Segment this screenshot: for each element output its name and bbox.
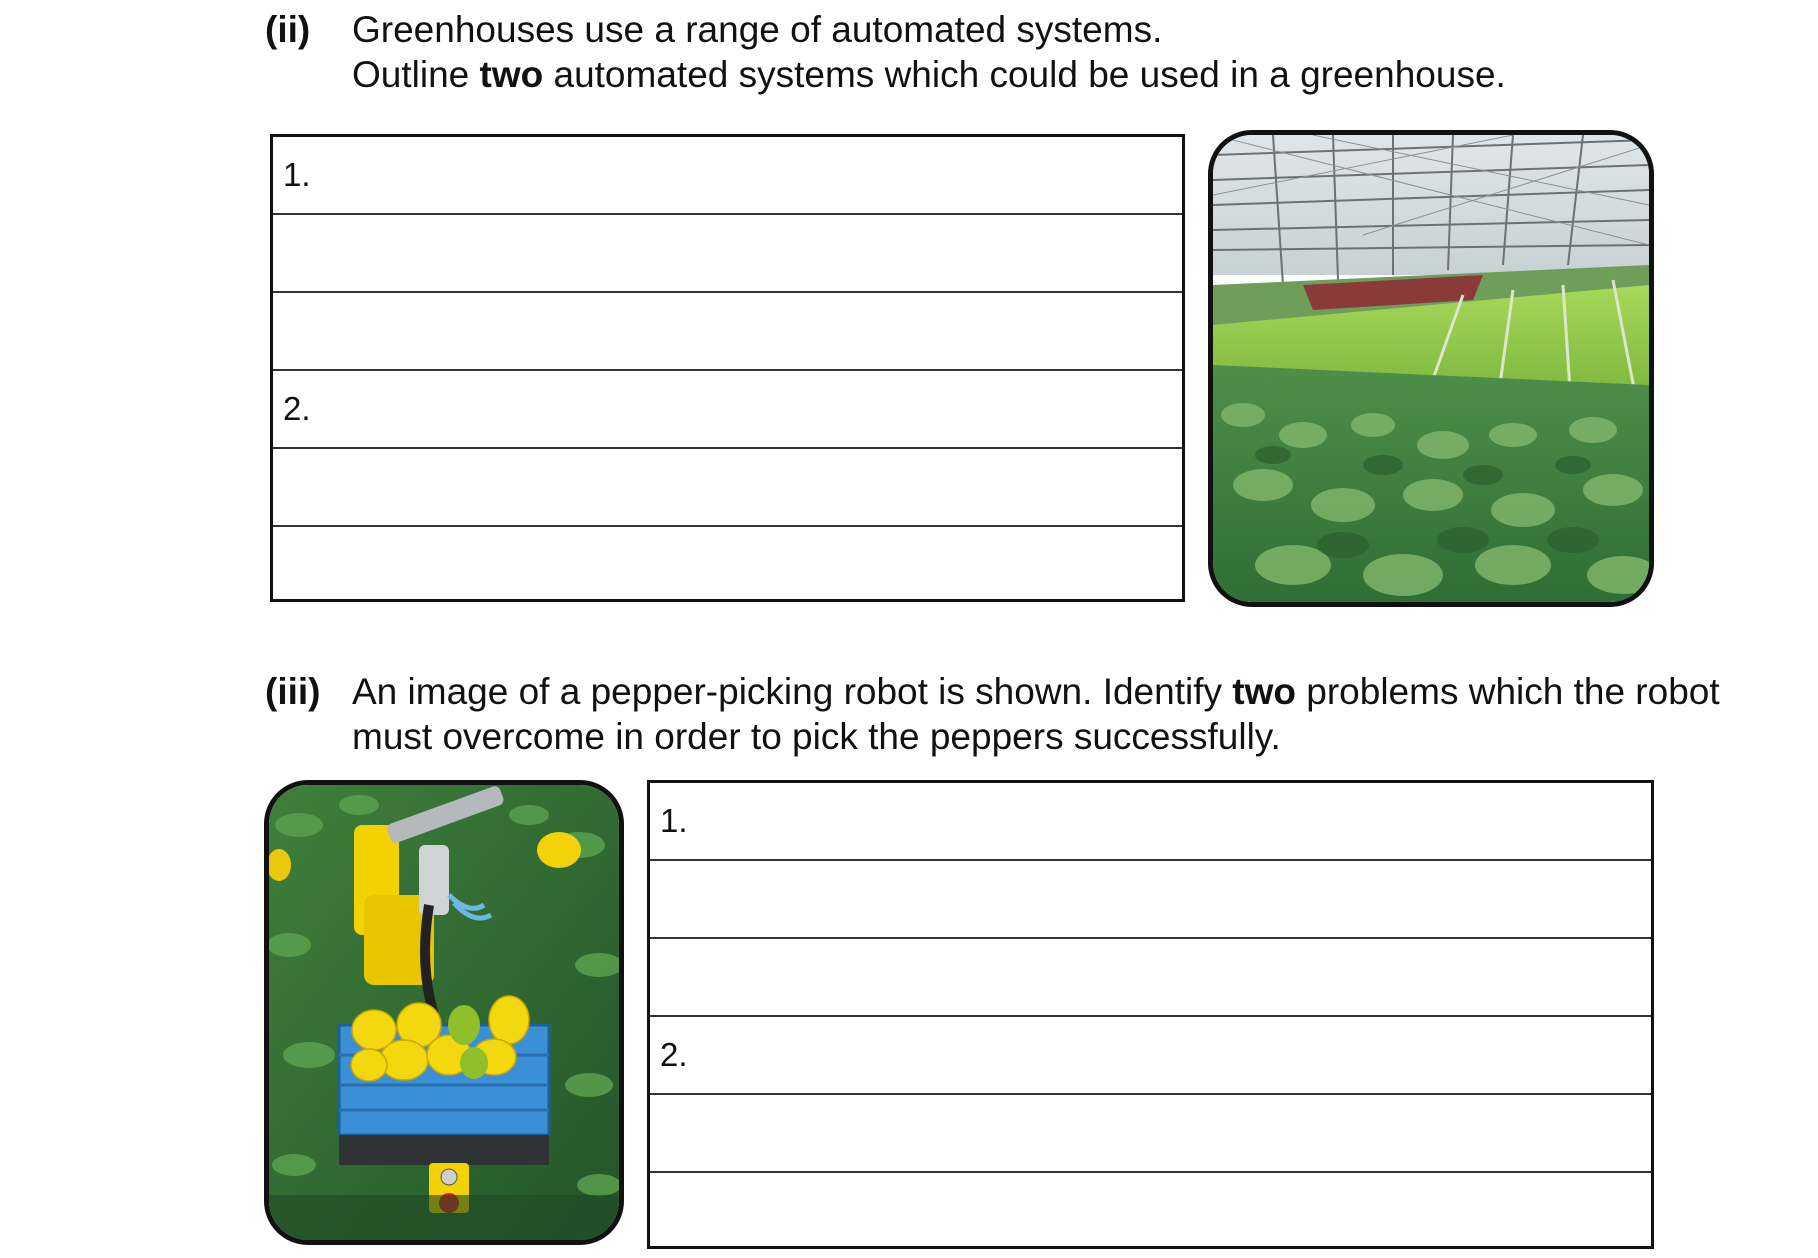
question-iii-emphasis: two xyxy=(1232,671,1296,712)
answer-label-2: 2. xyxy=(660,1036,688,1073)
answer-label-1: 1. xyxy=(660,802,688,839)
question-number-iii: (iii) xyxy=(265,671,321,712)
question-ii-line-1: Greenhouses use a range of automated systems. xyxy=(352,9,1163,50)
question-ii-line-2-start: Outline xyxy=(352,54,480,95)
answer-line[interactable] xyxy=(650,861,1651,939)
answer-label-2: 2. xyxy=(283,390,311,427)
answer-line[interactable] xyxy=(273,371,1182,449)
question-iii-line-1-start: An image of a pepper-picking robot is shown. Identify xyxy=(352,671,1233,712)
answer-line[interactable] xyxy=(650,1173,1651,1249)
question-iii-line-2: must overcome in order to pick the peppers successfully. xyxy=(352,716,1281,757)
answer-line[interactable] xyxy=(273,137,1182,215)
answer-line[interactable] xyxy=(273,449,1182,527)
answer-line[interactable] xyxy=(650,1095,1651,1173)
answer-box-iii xyxy=(647,780,1654,1249)
question-iii-line-1-end: problems which the robot xyxy=(1295,671,1720,712)
answer-label-1: 1. xyxy=(283,156,311,193)
answer-line[interactable] xyxy=(650,1017,1651,1095)
greenhouse-photo xyxy=(1208,130,1654,607)
question-ii-line-2 xyxy=(352,52,1506,98)
answer-line[interactable] xyxy=(650,783,1651,861)
question-ii-line-2-end: automated systems which could be used in a greenhouse. xyxy=(543,54,1506,95)
question-number-ii: (ii) xyxy=(265,9,311,50)
question-iii-line-1 xyxy=(352,669,1720,715)
answer-line[interactable] xyxy=(273,293,1182,371)
question-ii-emphasis: two xyxy=(479,54,544,95)
answer-line[interactable] xyxy=(273,527,1182,602)
answer-box-ii xyxy=(270,134,1185,602)
answer-line[interactable] xyxy=(273,215,1182,293)
answer-line[interactable] xyxy=(650,939,1651,1017)
pepper-robot-photo xyxy=(264,780,624,1245)
